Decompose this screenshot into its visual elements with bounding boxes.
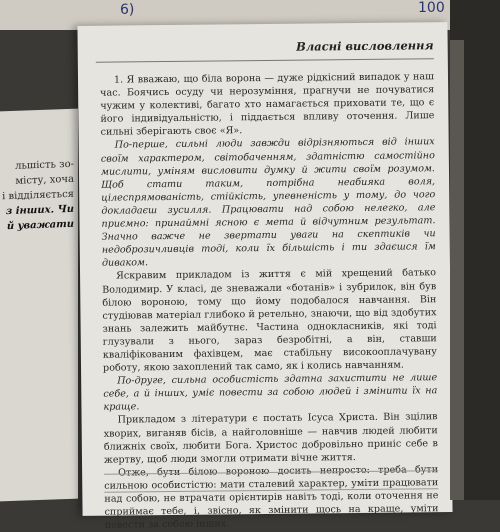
paragraph-argument-2: По-друге, сильна особистість здатна захистити не лише себе, а й інших, уміє повести за собою людей і змінити їх на краще. bbox=[103, 372, 438, 414]
left-page-line: і відділяється bbox=[2, 188, 74, 203]
left-page-line: льшість зо- bbox=[15, 158, 74, 172]
page-title: Власні висловлення bbox=[296, 38, 434, 54]
page-header bbox=[96, 36, 434, 63]
essay-text bbox=[100, 70, 439, 532]
book-page bbox=[77, 22, 452, 531]
paragraph-example-2: Прикладом з літератури є постать Ісуса Христа. Він зцілив хворих, виганяв бісів, а найголовніше — навчив людей любити ближніх своїх, любити Бога. Христос добровільно приніс себе в жертву, щоб люди змогли отримати вічне життя. bbox=[103, 411, 438, 466]
left-page-line: з інших. Чи bbox=[5, 203, 74, 218]
scrap-handwriting-right: 100 bbox=[418, 0, 445, 16]
left-page-fragment bbox=[0, 109, 78, 502]
scrap-handwriting-left: 6) bbox=[120, 2, 135, 18]
book-spine-shadow bbox=[450, 0, 500, 500]
page-edge bbox=[450, 40, 464, 500]
paragraph-example-1: Яскравим прикладом із життя є мій хрещений батько Володимир. У класі, де зневажали «ботанів» і зубрилок, він був білою вороною, тому що йому подобалося навчання. Він студіював матеріал глибоко й ретельно, знаючи, що від здобутих знань залежить майбутнє. Частина однокласників, які тоді глузували з нього, зараз безробітні, а він, ставши кваліфікованим фахівцем, має стабільну високооплачувану роботу, якою захоплений так само, як і колись навчанням. bbox=[102, 267, 437, 374]
left-page-line: й уважати bbox=[6, 218, 74, 233]
left-page-line: місту, хоча bbox=[15, 173, 74, 187]
paragraph-argument-1: По-перше, сильні люди завжди відрізняються від інших своїм характером, світобаченням, здатністю самостійно мислити, уміням висловити думку й жити своїм розумом. Щоб стати таким, потрібна неабияка воля, цілеспрямованість, стійкість, упевненість у тому, до чого докладаєш зусилля. Працювати над собою нелегко, але приємно: принаймні ясною є мета й відчутним результат. Значно важче не звертати уваги на скептиків чи недоброзичливців тоді, коли їх більшість і ти здаєшся їм диваком. bbox=[100, 136, 436, 270]
paragraph-intro: 1. Я вважаю, що біла ворона — дуже рідкісний випадок у наш час. Боячись осуду чи нерозуміння, прагнучи не почуватися чужим у колективі, багато хто намагається приховати те, що є його індивідуальністю, і піддається впливу оточення. Лише сильні зберігають своє «Я». bbox=[100, 71, 435, 139]
paragraph-conclusion: Отже, бути білою вороною досить непросто: треба бути сильною особистістю: мати сталевий характер, уміти працювати над собою, не втрачати орієнтирів навіть тоді, коли оточення не сприймає тебе, і, звісно, як змінити щось на краще, уміти повести за собою інших. bbox=[104, 464, 439, 531]
